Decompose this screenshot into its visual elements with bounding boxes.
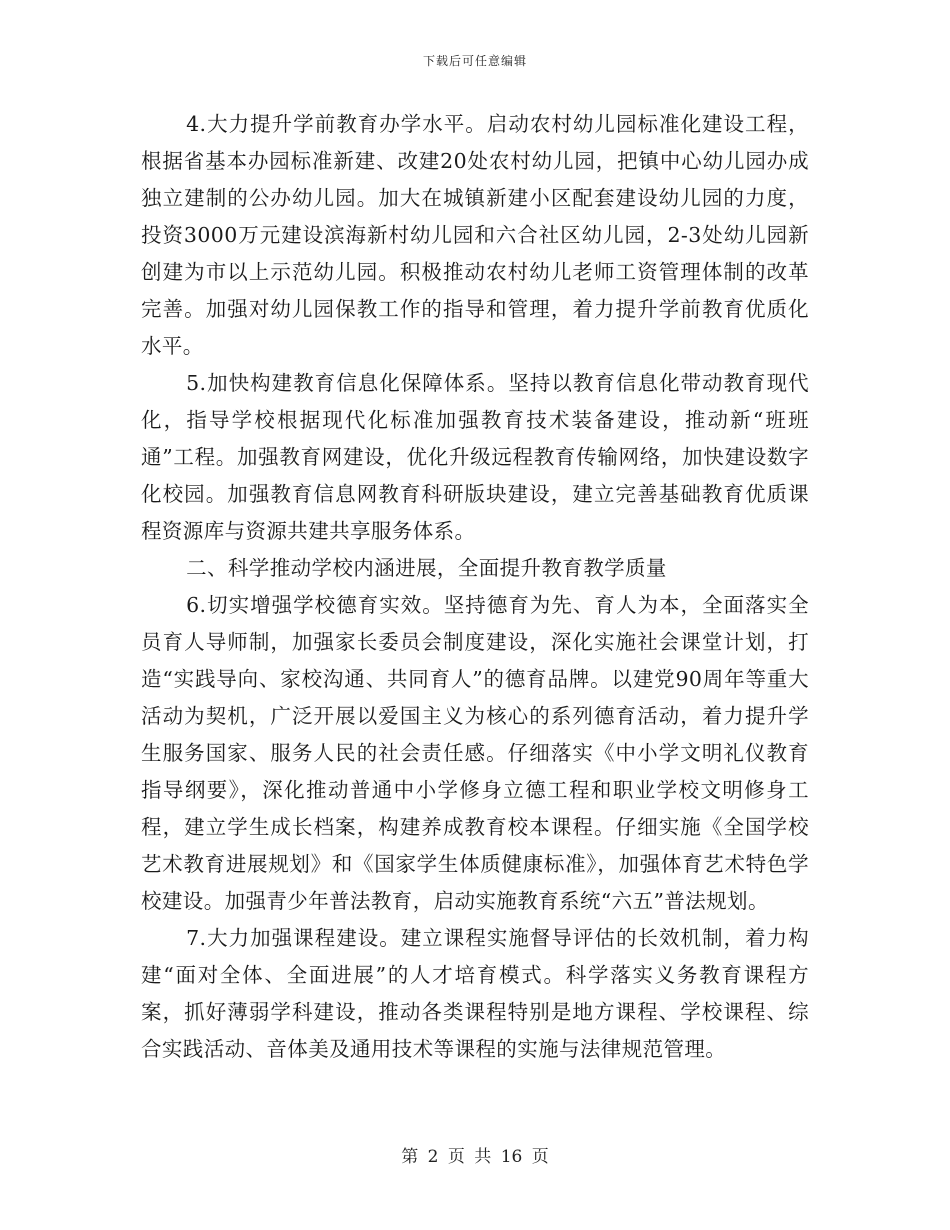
page-header-note: 下载后可任意编辑	[422, 54, 527, 68]
paragraph-item-4: 4.大力提升学前教育办学水平。启动农村幼儿园标准化建设工程，根据省基本办园标准新建、改建20处农村幼儿园，把镇中心幼儿园办成独立建制的公办幼儿园。加大在城镇新建小区配套建设幼儿园的力度，投资3000万元建设滨海新村幼儿园和六合社区幼儿园，2-3处幼儿园新创建为市以上示范幼儿园。积极推动农村幼儿老师工资管理体制的改革完善。加强对幼儿园保教工作的指导和管理，着力提升学前教育优质化水平。	[141, 112, 809, 358]
section-heading-2: 二、科学推动学校内涵进展，全面提升教育教学质量	[186, 556, 667, 580]
paragraph-item-5: 5.加快构建教育信息化保障体系。坚持以教育信息化带动教育现代化，指导学校根据现代化标准加强教育技术装备建设，推动新“班班通”工程。加强教育网建设，优化升级远程教育传输网络，加快建设数字化校园。加强教育信息网教育科研版块建设，建立完善基础教育优质课程资源库与资源共建共享服务体系。	[141, 371, 809, 543]
paragraph-item-6: 6.切实增强学校德育实效。坚持德育为先、育人为本，全面落实全员育人导师制，加强家长委员会制度建设，深化实施社会课堂计划，打造“实践导向、家校沟通、共同育人”的德育品牌。以建党90周年等重大活动为契机，广泛开展以爱国主义为核心的系列德育活动，着力提升学生服务国家、服务人民的社会责任感。仔细落实《中小学文明礼仪教育指导纲要》，深化推动普通中小学修身立德工程和职业学校文明修身工程，建立学生成长档案，构建养成教育校本课程。仔细实施《全国学校艺术教育进展规划》和《国家学生体质健康标准》，加强体育艺术特色学校建设。加强青少年普法教育，启动实施教育系统“六五”普法规划。	[141, 593, 809, 913]
page-number: 第 2 页 共 16 页	[401, 1147, 549, 1167]
document-body	[141, 106, 809, 1068]
paragraph-item-7: 7.大力加强课程建设。建立课程实施督导评估的长效机制，着力构建“面对全体、全面进展”的人才培育模式。科学落实义务教育课程方案，抓好薄弱学科建设，推动各类课程特别是地方课程、学校课程、综合实践活动、音体美及通用技术等课程的实施与法律规范管理。	[141, 926, 809, 1061]
